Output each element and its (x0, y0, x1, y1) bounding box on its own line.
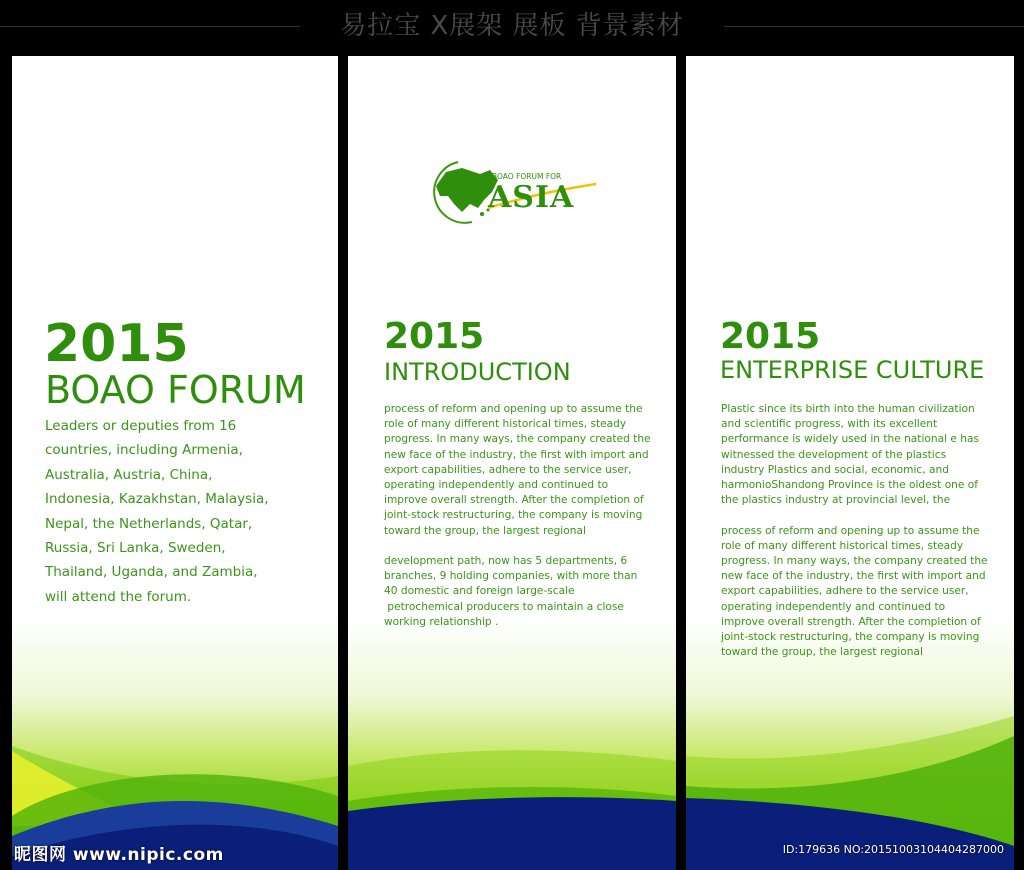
panel-enterprise-culture (686, 56, 1014, 870)
body-line: Russia, Sri Lanka, Sweden, (45, 540, 226, 557)
body-line: and scientific progress, with its excellent (721, 418, 938, 431)
panel-body (721, 402, 1011, 660)
panel-body (45, 414, 335, 609)
body-line: joint-stock restructuring, the company is moving (384, 509, 643, 522)
body-line: industry Plastics and social, economic, and (721, 463, 949, 476)
body-line: development path, now has 5 departments, 6 (384, 555, 628, 568)
year-label: 2015 (44, 314, 189, 374)
body-line: witnessed the development of the plastics (721, 448, 947, 461)
body-line: working relationship . (384, 615, 499, 628)
body-line: 40 domestic and foreign large-scale (384, 585, 575, 598)
body-line: toward the group, the largest regional (721, 646, 923, 659)
body-line: improve overall strength. After the completion of (721, 615, 981, 628)
body-line: Leaders or deputies from 16 (45, 418, 237, 434)
body-line: will attend the forum. (45, 588, 192, 605)
body-line: countries, including Armenia, (45, 442, 243, 459)
body-line: new face of the industry, the first with import and (721, 570, 986, 583)
body-line: progress. In many ways, the company created the (721, 555, 988, 568)
body-line: joint-stock restructuring, the company is moving (721, 631, 980, 644)
body-line: process of reform and opening up to assume the (384, 403, 643, 415)
body-line: Thailand, Uganda, and Zambia, (45, 564, 258, 581)
logo-big-text: ASIA (488, 180, 575, 215)
body-line: Indonesia, Kazakhstan, Malaysia, (45, 491, 269, 508)
watermark-id: ID:179636 NO:20151003104404287000 (782, 843, 1004, 856)
panel-introduction (348, 56, 676, 870)
body-line: the plastics industry at provincial level, the (721, 494, 951, 507)
panel-heading: BOAO FORUM (45, 368, 306, 412)
body-line: export capabilities, adhere to the service user, (384, 463, 632, 476)
body-line: export capabilities, adhere to the service user, (721, 585, 969, 598)
body-line: new face of the industry, the first with import and (384, 448, 649, 461)
body-line: petrochemical producers to maintain a close (384, 600, 624, 613)
panel-heading: INTRODUCTION (384, 358, 571, 386)
body-line: role of many different historical times, steady (384, 418, 627, 431)
banner-title: 易拉宝 X展架 展板 背景素材 (340, 11, 684, 41)
body-line: Australia, Austria, China, (45, 466, 213, 483)
body-line: role of many different historical times, steady (721, 539, 964, 552)
panel-heading: ENTERPRISE CULTURE (720, 356, 985, 384)
body-line: process of reform and opening up to assume the (721, 524, 980, 537)
logo-small-text: BOAO FORUM FOR (492, 172, 562, 181)
body-line: improve overall strength. After the completion of (384, 494, 644, 507)
year-label: 2015 (720, 316, 821, 357)
watermark-site: 昵图网 www.nipic.com (14, 845, 224, 865)
body-line: operating independently and continued to (384, 479, 609, 492)
panel-body (384, 402, 674, 630)
body-line: toward the group, the largest regional (384, 524, 586, 537)
boao-forum-logo (428, 156, 598, 226)
body-line: progress. In many ways, the company created the (384, 433, 651, 446)
panel-boao-forum (12, 56, 338, 870)
body-line: harmonioShandong Province is the oldest one of (721, 479, 978, 492)
year-label: 2015 (384, 316, 485, 357)
body-line: operating independently and continued to (721, 600, 946, 613)
body-line: Nepal, the Netherlands, Qatar, (45, 515, 253, 532)
body-line: Plastic since its birth into the human civilization (721, 403, 975, 415)
body-line: branches, 9 holding companies, with more than (384, 570, 638, 583)
body-line: performance is widely used in the national e has (721, 433, 980, 446)
